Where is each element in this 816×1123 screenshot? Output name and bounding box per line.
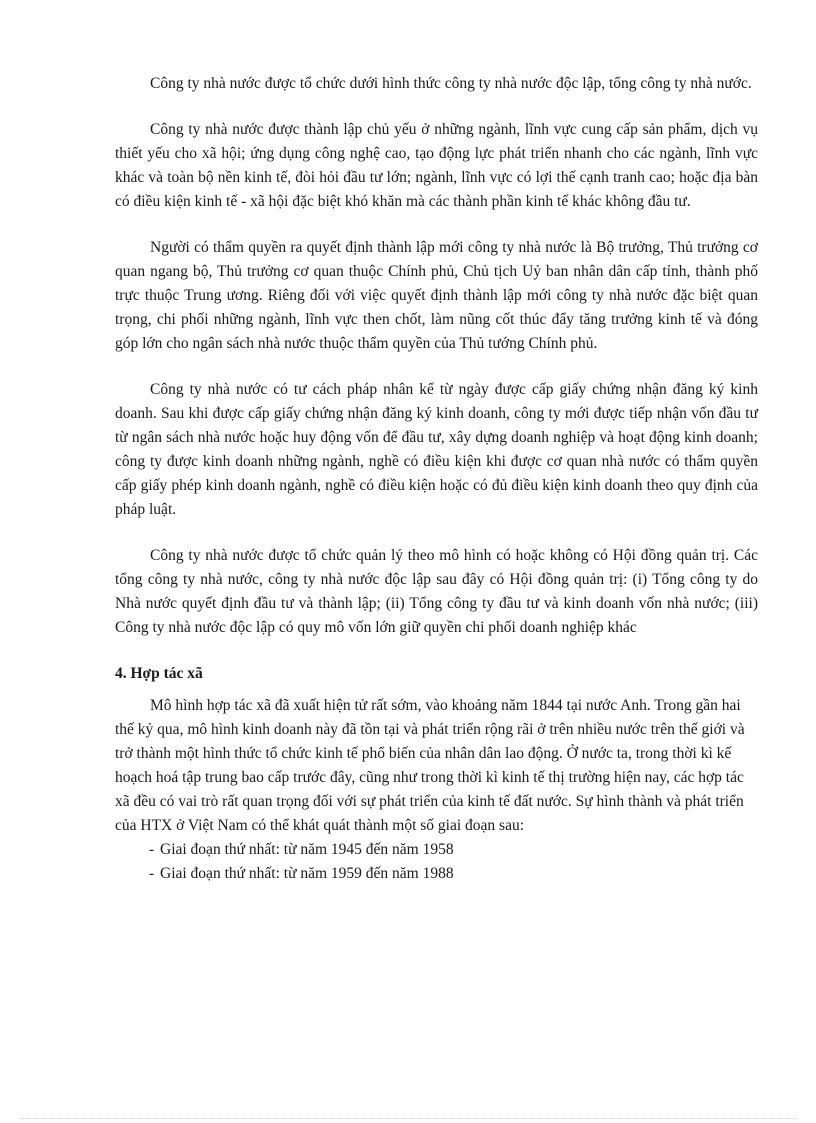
paragraph: Công ty nhà nước có tư cách pháp nhân kể từ ngày được cấp giấy chứng nhận đăng ký kinh doanh. Sau khi được cấp giấy chứng nhận đăng ký kinh doanh, công ty mới được tiếp nhận vốn đầu tư từ ngân sách nhà nước hoặc huy động vốn để đầu tư, xây dựng doanh nghiệp và hoạt động kinh doanh; công ty được kinh doanh những ngành, nghề có điều kiện khi được cơ quan nhà nước có thẩm quyền cấp giấy phép kinh doanh ngành, nghề có điều kiện hoặc có đủ điều kiện kinh doanh theo quy định của pháp luật.: [115, 381, 758, 518]
paragraph: Công ty nhà nước được tổ chức dưới hình thức công ty nhà nước độc lập, tổng công ty nhà nước.: [150, 75, 752, 92]
list-item: [115, 838, 758, 862]
paragraph: Công ty nhà nước được tổ chức quản lý theo mô hình có hoặc không có Hội đồng quản trị. Các tổng công ty nhà nước, công ty nhà nước độc lập sau đây có Hội đồng quản trị: (i) Tổng công ty do Nhà nước quyết định đầu tư và thành lập; (ii) Tổng công ty đầu tư và kinh doanh vốn nhà nước; (iii) Công ty nhà nước độc lập có quy mô vốn lớn giữ quyền chi phối doanh nghiệp khác: [115, 547, 758, 636]
section-heading: 4. Hợp tác xã: [115, 665, 203, 682]
list-item-text: Giai đoạn thứ nhất: từ năm 1959 đến năm 1988: [160, 865, 454, 882]
paragraph: Người có thẩm quyền ra quyết định thành lập mới công ty nhà nước là Bộ trưởng, Thủ trưởng cơ quan ngang bộ, Thủ trưởng cơ quan thuộc Chính phủ, Chủ tịch Uỷ ban nhân dân cấp tỉnh, thành phố trực thuộc Trung ương. Riêng đối với việc quyết định thành lập mới công ty nhà nước đặc biệt quan trọng, chi phối những ngành, lĩnh vực then chốt, làm nũng cốt thúc đẩy tăng trưởng kinh tế và đóng góp lớn cho ngân sách nhà nước thuộc thẩm quyền của Thủ tướng Chính phủ.: [115, 239, 758, 352]
document-body: [115, 72, 758, 886]
paragraph: Công ty nhà nước được thành lập chủ yếu ở những ngành, lĩnh vực cung cấp sản phẩm, dịch vụ thiết yếu cho xã hội; ứng dụng công nghệ cao, tạo động lực phát triển nhanh cho các ngành, lĩnh vực khác và toàn bộ nền kinh tế, đòi hỏi đầu tư lớn; ngành, lĩnh vực có lợi thế cạnh tranh cao; hoặc địa bàn có điều kiện kinh tế - xã hội đặc biệt khó khăn mà các thành phần kinh tế khác không đầu tư.: [115, 121, 758, 210]
list-item: [115, 862, 758, 886]
section-paragraph: Mô hình hợp tác xã đã xuất hiện tử rất sớm, vào khoảng năm 1844 tại nước Anh. Trong gần hai thế kỷ qua, mô hình kinh doanh này đã tồn tại và phát triển rộng rãi ở trên nhiều nước trên thế giới và trở thành một hình thức tổ chức kinh tế phổ biến của nhân dân lao động. Ở nước ta, trong thời kì kế hoạch hoá tập trung bao cấp trước đây, cũng như trong thời kì kinh tế thị trường hiện nay, các hợp tác xã đều có vai trò rất quan trọng đối với sự phát triển của kinh tế đất nước. Sự hình thành và phát triển của HTX ở Việt Nam có thể khát quát thành một số giai đoạn sau:: [115, 697, 745, 834]
list-bullet: -: [149, 841, 155, 858]
list-bullet: -: [149, 865, 155, 882]
page-bottom-divider: [20, 1118, 796, 1119]
list-item-text: Giai đoạn thứ nhất: từ năm 1945 đến năm 1958: [160, 841, 454, 858]
period-list: [115, 838, 758, 886]
